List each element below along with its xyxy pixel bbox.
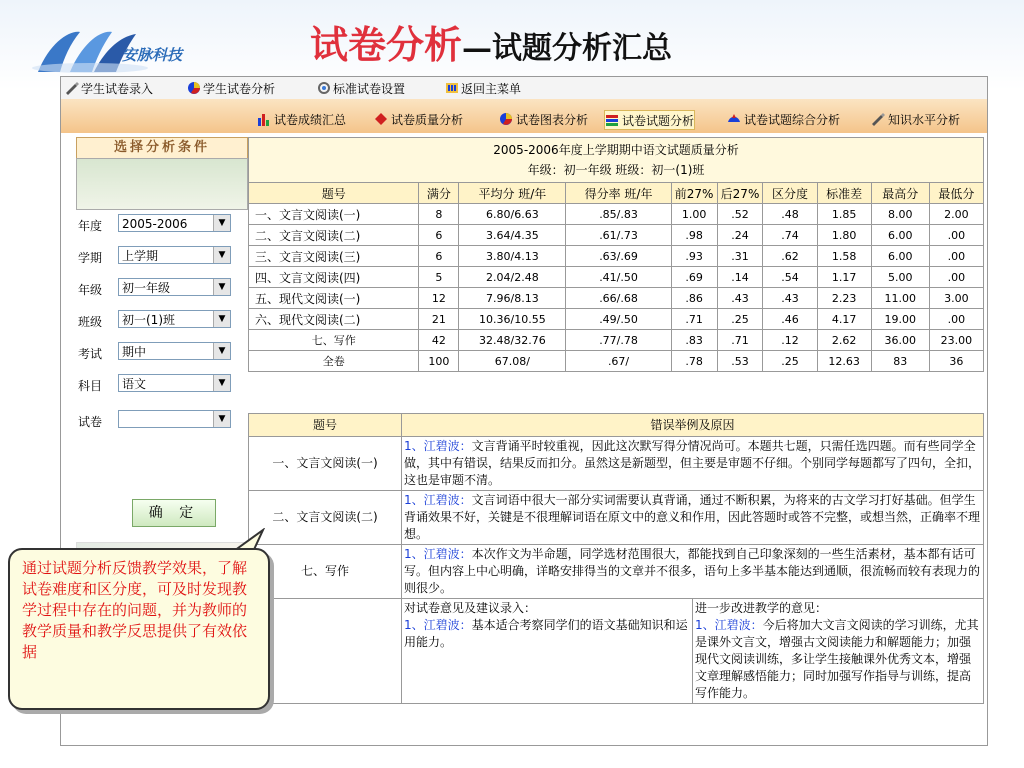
menu-item-standard-setup[interactable] <box>317 80 405 96</box>
improvement-title: 进一步改进教学的意见： <box>695 601 828 615</box>
table-cell: 2.00 <box>929 204 983 225</box>
table-cell: .53 <box>717 351 763 372</box>
table-cell: 6 <box>419 225 459 246</box>
menu-bar <box>61 77 987 100</box>
teacher-prefix: 1、 <box>404 493 424 507</box>
exam-select[interactable] <box>118 342 231 360</box>
column-header: 前27% <box>671 183 717 204</box>
term-field <box>78 245 246 267</box>
exam-field <box>78 341 246 363</box>
menu-item-back-main[interactable] <box>445 80 521 96</box>
column-header: 满分 <box>419 183 459 204</box>
column-header: 平均分 班/年 <box>459 183 566 204</box>
pen-icon <box>871 112 885 126</box>
question-cell: 一、文言文阅读(一) <box>249 437 402 491</box>
dropdown-arrow-icon[interactable]: ▼ <box>213 311 230 327</box>
confirm-button[interactable]: 确 定 <box>132 499 216 527</box>
table-row <box>249 351 984 372</box>
column-header: 标准差 <box>817 183 871 204</box>
table-cell: 7.96/8.13 <box>459 288 566 309</box>
paper-select[interactable] <box>118 410 231 428</box>
table-cell: 11.00 <box>871 288 929 309</box>
table-cell: .63/.69 <box>566 246 671 267</box>
table-cell: .25 <box>717 309 763 330</box>
tab-chart-analysis[interactable] <box>499 110 588 128</box>
improvement-text: 今后将加大文言文阅读的学习训练，尤其是课外文言文，增强古文阅读能力和解题能力；加强现代文阅读训练，多让学生接触课外优秀文本，增强文章理解感悟能力；同时加强写作指导与训练，提高写作能力。 <box>695 618 979 700</box>
tab-label: 试卷图表分析 <box>516 112 589 127</box>
table-row <box>249 267 984 288</box>
field-label: 试卷 <box>78 415 103 429</box>
teacher-prefix: 1、 <box>404 547 424 561</box>
table-cell: 8.00 <box>871 204 929 225</box>
reason-text: 本次作文为半命题，同学选材范围很大，都能找到自己印象深刻的一些生活素材，基本都有话可写。但内容上中心明确，详略安排得当的文章并不很多，语句上多半基本能达到通顺，很流畅而较有表现力的则很少。 <box>404 547 981 595</box>
table-cell: 5 <box>419 267 459 288</box>
pie-chart-icon <box>187 81 201 95</box>
table-cell: .66/.68 <box>566 288 671 309</box>
column-header: 错误举例及原因 <box>402 414 984 437</box>
table-cell: .48 <box>763 204 817 225</box>
table-cell: 1.00 <box>671 204 717 225</box>
table-cell: .00 <box>929 267 983 288</box>
table-cell: .41/.50 <box>566 267 671 288</box>
grade-field <box>78 277 246 299</box>
table-cell: 6.80/6.63 <box>459 204 566 225</box>
table-cell: 三、文言文阅读(三) <box>249 246 419 267</box>
teacher-name: 江碧波： <box>423 547 472 561</box>
table-header-row <box>249 414 984 437</box>
table-row <box>249 225 984 246</box>
table-cell: 6.00 <box>871 225 929 246</box>
table-cell: 1.85 <box>817 204 871 225</box>
table-cell: 83 <box>871 351 929 372</box>
table-row <box>249 246 984 267</box>
title-sub: —试题分析汇总 <box>462 31 673 66</box>
select-value: 初一(1)班 <box>122 313 175 327</box>
column-header: 最低分 <box>929 183 983 204</box>
teacher-name: 江碧波： <box>714 618 763 632</box>
table-cell: 3.00 <box>929 288 983 309</box>
settings-icon <box>317 81 331 95</box>
table-cell: 二、文言文阅读(二) <box>249 225 419 246</box>
field-label: 学期 <box>78 251 103 265</box>
menu-grid-icon <box>445 81 459 95</box>
table-cell: .78 <box>671 351 717 372</box>
table-cell: .00 <box>929 309 983 330</box>
table-cell: 一、文言文阅读(一) <box>249 204 419 225</box>
reason-text: 文言背诵平时较重视，因此这次默写得分情况尚可。本题共七题，只需任选四题。而有些同学全做，其中有错误，结果反而扣分。虽然这是新题型，但主要是审题不仔细。个别同学每题都写了四句，全扣，这也是审题不清。 <box>404 439 981 487</box>
tab-question-analysis[interactable] <box>604 110 695 130</box>
table-cell: .52 <box>717 204 763 225</box>
subject-field <box>78 373 246 395</box>
table-cell: 100 <box>419 351 459 372</box>
term-select[interactable] <box>118 246 231 264</box>
table-cell: .71 <box>717 330 763 351</box>
dropdown-arrow-icon[interactable]: ▼ <box>213 411 230 427</box>
column-header: 后27% <box>717 183 763 204</box>
tab-score-summary[interactable] <box>257 110 346 128</box>
dropdown-arrow-icon[interactable]: ▼ <box>213 343 230 359</box>
table-cell: .00 <box>929 246 983 267</box>
class-select[interactable] <box>118 310 231 328</box>
table-row <box>249 491 984 545</box>
table-cell: 六、现代文阅读(二) <box>249 309 419 330</box>
bar-chart-icon <box>257 112 271 126</box>
pie-chart-icon <box>499 112 513 126</box>
caption-line: 年级：初一年级 班级：初一(1)班 <box>527 163 705 177</box>
teacher-prefix: 1、 <box>404 618 424 632</box>
table-cell: .24 <box>717 225 763 246</box>
select-value: 初一年级 <box>122 281 171 295</box>
column-header: 题号 <box>249 183 419 204</box>
reason-cell <box>402 491 984 545</box>
suggestion-cell <box>402 599 693 704</box>
table-cell: 21 <box>419 309 459 330</box>
flag-icon <box>605 113 619 127</box>
select-value: 期中 <box>122 345 147 359</box>
table-cell: 七、写作 <box>249 330 419 351</box>
page-title <box>310 14 672 74</box>
class-field <box>78 309 246 331</box>
dropdown-arrow-icon[interactable]: ▼ <box>213 215 230 231</box>
menu-item-label: 学生试卷录入 <box>81 81 154 96</box>
condition-header: 选择分析条件 <box>76 137 248 159</box>
tab-label: 试卷质量分析 <box>391 112 464 127</box>
tab-comprehensive-analysis[interactable] <box>727 110 840 128</box>
title-main: 试卷分析 <box>310 22 463 67</box>
teacher-prefix: 1、 <box>404 439 424 453</box>
table-cell: .85/.83 <box>566 204 671 225</box>
table-cell: 1.17 <box>817 267 871 288</box>
suggestion-title: 对试卷意见及建议录入： <box>404 601 537 615</box>
table-cell: .98 <box>671 225 717 246</box>
table-cell: 42 <box>419 330 459 351</box>
menu-item-label: 标准试卷设置 <box>333 81 406 96</box>
year-field <box>78 213 246 235</box>
select-value: 2005-2006 <box>122 217 188 231</box>
table-row <box>249 330 984 351</box>
table-cell: .83 <box>671 330 717 351</box>
question-cell: 二、文言文阅读(二) <box>249 491 402 545</box>
reason-cell <box>402 437 984 491</box>
logo-text: 安脉科技 <box>122 46 183 64</box>
reason-text: 文言词语中很大一部分实词需要认真背诵，通过不断积累，为将来的古文学习打好基础。但学生背诵效果不好，关键是不很理解词语在原文中的意义和作用，因此答题时或答不完整，或想当然，正确率不理想。 <box>404 493 981 541</box>
table-caption-row <box>249 138 984 183</box>
table-cell: 全卷 <box>249 351 419 372</box>
hat-icon <box>727 112 741 126</box>
table-cell: 32.48/32.76 <box>459 330 566 351</box>
pen-icon <box>65 81 79 95</box>
table-row <box>249 309 984 330</box>
table-cell: .25 <box>763 351 817 372</box>
field-label: 年度 <box>78 219 103 233</box>
field-label: 年级 <box>78 283 103 297</box>
decorative-image <box>76 158 248 210</box>
table-cell: 5.00 <box>871 267 929 288</box>
teacher-name: 江碧波： <box>423 493 472 507</box>
table-cell: 10.36/10.55 <box>459 309 566 330</box>
teacher-prefix: 1、 <box>695 618 715 632</box>
subject-select[interactable] <box>118 374 231 392</box>
table-cell: .49/.50 <box>566 309 671 330</box>
table-caption <box>249 138 984 183</box>
table-cell: 36.00 <box>871 330 929 351</box>
tab-knowledge-analysis[interactable] <box>871 110 960 128</box>
dropdown-arrow-icon[interactable]: ▼ <box>213 375 230 391</box>
callout-note: 通过试题分析反馈教学效果，了解试卷难度和区分度，可及时发现教学过程中存在的问题，并为教师的教学质量和教学反思提供了有效依据 <box>8 548 270 710</box>
table-cell: 4.17 <box>817 309 871 330</box>
table-cell: .67/ <box>566 351 671 372</box>
suggestion-text: 基本适合考察同学们的语文基础知识和运用能力。 <box>404 618 688 649</box>
table-cell: .77/.78 <box>566 330 671 351</box>
grade-select[interactable] <box>118 278 231 296</box>
table-cell: .14 <box>717 267 763 288</box>
table-cell: .69 <box>671 267 717 288</box>
table-header-row <box>249 183 984 204</box>
table-cell: 3.80/4.13 <box>459 246 566 267</box>
table-cell: .31 <box>717 246 763 267</box>
table-cell: 1.58 <box>817 246 871 267</box>
table-cell: 23.00 <box>929 330 983 351</box>
table-cell: 12 <box>419 288 459 309</box>
table-cell: .71 <box>671 309 717 330</box>
table-row <box>249 204 984 225</box>
table-row <box>249 437 984 491</box>
table-cell: 3.64/4.35 <box>459 225 566 246</box>
reason-cell <box>402 545 984 599</box>
improvement-cell <box>693 599 984 704</box>
teacher-name: 江碧波： <box>423 618 472 632</box>
field-label: 班级 <box>78 315 103 329</box>
caption-line: 2005-2006年度上学期期中语文试题质量分析 <box>493 143 739 157</box>
column-header: 区分度 <box>763 183 817 204</box>
table-cell: 2.62 <box>817 330 871 351</box>
year-select[interactable] <box>118 214 231 232</box>
field-label: 科目 <box>78 379 103 393</box>
table-cell: .43 <box>763 288 817 309</box>
table-row <box>249 288 984 309</box>
menu-item-label: 学生试卷分析 <box>203 81 276 96</box>
table-cell: 12.63 <box>817 351 871 372</box>
menu-item-student-entry[interactable] <box>65 80 153 96</box>
dropdown-arrow-icon[interactable]: ▼ <box>213 279 230 295</box>
empty-cell <box>249 599 402 704</box>
table-cell: .61/.73 <box>566 225 671 246</box>
table-cell: .86 <box>671 288 717 309</box>
question-cell: 七、写作 <box>249 545 402 599</box>
table-cell: .00 <box>929 225 983 246</box>
table-cell: 19.00 <box>871 309 929 330</box>
teacher-name: 江碧波： <box>423 439 472 453</box>
column-header: 得分率 班/年 <box>566 183 671 204</box>
table-cell: 2.04/2.48 <box>459 267 566 288</box>
table-cell: 2.23 <box>817 288 871 309</box>
table-cell: 五、现代文阅读(一) <box>249 288 419 309</box>
table-cell: 8 <box>419 204 459 225</box>
table-cell: .62 <box>763 246 817 267</box>
table-cell: 36 <box>929 351 983 372</box>
table-cell: .54 <box>763 267 817 288</box>
field-label: 考试 <box>78 347 103 361</box>
table-row <box>249 599 984 704</box>
table-cell: .43 <box>717 288 763 309</box>
table-cell: 6.00 <box>871 246 929 267</box>
paper-field <box>78 409 246 431</box>
select-value: 语文 <box>122 377 147 391</box>
table-cell: .12 <box>763 330 817 351</box>
error-table <box>248 413 984 704</box>
diamond-icon <box>374 112 388 126</box>
select-value: 上学期 <box>122 249 159 263</box>
tab-label: 试卷试题综合分析 <box>744 112 841 127</box>
table-row <box>249 545 984 599</box>
tab-label: 试卷试题分析 <box>622 113 695 128</box>
menu-item-label: 返回主菜单 <box>461 81 522 96</box>
column-header: 题号 <box>249 414 402 437</box>
table-cell: 1.80 <box>817 225 871 246</box>
tab-quality-analysis[interactable] <box>374 110 463 128</box>
table-cell: 67.08/ <box>459 351 566 372</box>
tab-label: 试卷成绩汇总 <box>274 112 347 127</box>
stats-table <box>248 137 984 372</box>
tab-label: 知识水平分析 <box>888 112 961 127</box>
table-cell: .46 <box>763 309 817 330</box>
table-cell: .74 <box>763 225 817 246</box>
table-cell: .93 <box>671 246 717 267</box>
table-cell: 6 <box>419 246 459 267</box>
menu-item-student-analysis[interactable] <box>187 80 275 96</box>
dropdown-arrow-icon[interactable]: ▼ <box>213 247 230 263</box>
column-header: 最高分 <box>871 183 929 204</box>
table-cell: 四、文言文阅读(四) <box>249 267 419 288</box>
company-logo <box>30 22 210 78</box>
